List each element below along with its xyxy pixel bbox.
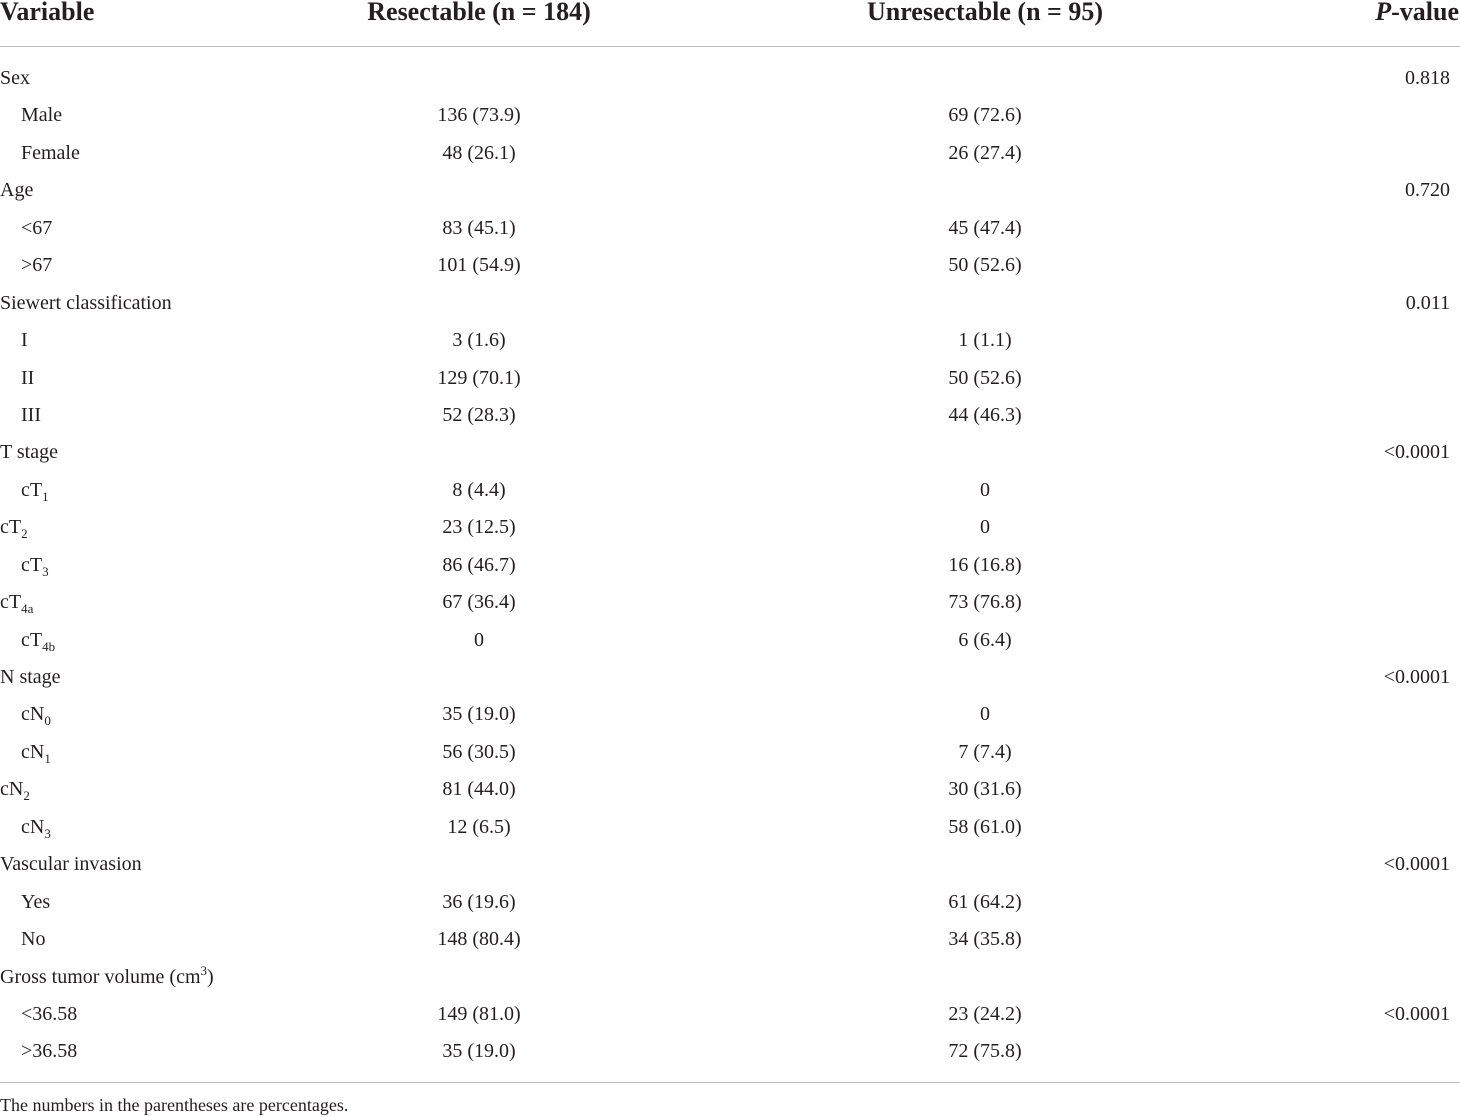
table-row	[0, 809, 1460, 846]
header-unresectable: Unresectable (n = 95)	[866, 0, 1104, 26]
variable-cell	[21, 478, 49, 502]
table-row	[0, 285, 1460, 322]
variable-cell	[0, 291, 172, 315]
variable-subscript: 1	[42, 488, 49, 504]
table-row	[0, 921, 1460, 958]
p-value-cell: 0.818	[1405, 67, 1450, 89]
variable-label: cT	[0, 591, 22, 614]
variable-label: >36.58	[21, 1040, 78, 1063]
variable-cell	[0, 590, 34, 617]
header-resectable: Resectable (n = 184)	[367, 0, 591, 26]
resectable-cell: 136 (73.9)	[437, 104, 521, 127]
unresectable-cell: 72 (75.8)	[948, 1040, 1022, 1063]
table-row	[0, 210, 1460, 247]
variable-label: <36.58	[21, 1002, 78, 1025]
variable-cell	[21, 927, 45, 951]
variable-label: Yes	[21, 890, 51, 913]
variable-label: cT	[0, 516, 22, 539]
variable-label: N stage	[0, 666, 61, 688]
variable-subscript: 4b	[42, 638, 56, 654]
table-row	[0, 472, 1460, 509]
variable-cell	[21, 628, 55, 652]
resectable-cell: 3 (1.6)	[452, 329, 506, 352]
variable-cell	[21, 103, 62, 127]
variable-label: Vascular invasion	[0, 853, 142, 876]
variable-label: cT	[21, 628, 43, 651]
resectable-cell: 83 (45.1)	[442, 216, 516, 239]
table-row	[0, 846, 1460, 883]
variable-cell	[21, 1002, 77, 1026]
resectable-cell: 36 (19.6)	[442, 890, 516, 913]
resectable-cell: 129 (70.1)	[437, 366, 521, 389]
unresectable-cell: 7 (7.4)	[958, 740, 1012, 763]
table-footnote: The numbers in the parentheses are percentages.	[0, 1095, 349, 1115]
header-p-rest: -value	[1391, 0, 1459, 26]
unresectable-cell: 16 (16.8)	[948, 553, 1022, 576]
resectable-cell: 81 (44.0)	[442, 778, 516, 801]
variable-cell	[21, 403, 41, 427]
header-variable: Variable	[0, 0, 95, 26]
variable-subscript: 3	[44, 825, 51, 841]
p-value-cell: 0.011	[1405, 291, 1450, 314]
unresectable-cell: 50 (52.6)	[948, 254, 1022, 277]
table-row	[0, 397, 1460, 434]
table-row	[0, 434, 1460, 471]
table-row	[0, 135, 1460, 172]
table-row	[0, 360, 1460, 397]
variable-cell	[21, 141, 80, 165]
unresectable-cell: 34 (35.8)	[948, 928, 1022, 951]
variable-label: III	[21, 403, 41, 426]
resectable-cell: 35 (19.0)	[442, 1040, 516, 1063]
unresectable-cell: 0	[980, 516, 990, 539]
table-row	[0, 509, 1460, 546]
resectable-cell: 101 (54.9)	[437, 254, 521, 277]
resectable-cell: 23 (12.5)	[442, 516, 516, 539]
variable-superscript: 3	[200, 962, 208, 978]
variable-subscript: 2	[21, 526, 28, 542]
unresectable-cell: 61 (64.2)	[948, 890, 1022, 913]
variable-label: Sex	[0, 67, 30, 89]
table-row	[0, 622, 1460, 659]
table-row	[0, 734, 1460, 771]
variable-cell	[21, 702, 51, 729]
variable-cell	[21, 553, 49, 577]
variable-label: cN	[21, 740, 45, 763]
variable-cell	[0, 777, 30, 804]
resectable-cell: 52 (28.3)	[442, 403, 516, 426]
variable-cell	[21, 740, 51, 764]
table-row	[0, 322, 1460, 359]
unresectable-cell: 26 (27.4)	[948, 141, 1022, 164]
resectable-cell: 149 (81.0)	[437, 1002, 521, 1025]
resectable-cell: 56 (30.5)	[442, 740, 516, 763]
variable-label: II	[21, 366, 35, 389]
unresectable-cell: 23 (24.2)	[948, 1002, 1022, 1025]
resectable-cell: 35 (19.0)	[442, 703, 516, 726]
variable-cell	[0, 852, 142, 876]
table-row	[0, 547, 1460, 584]
table-row	[0, 1033, 1460, 1070]
p-value-cell: 0.720	[1405, 179, 1450, 202]
unresectable-cell: 30 (31.6)	[948, 778, 1022, 801]
unresectable-cell: 58 (61.0)	[948, 815, 1022, 838]
variable-label: Age	[0, 179, 34, 202]
resectable-cell: 148 (80.4)	[437, 928, 521, 951]
table-row	[0, 659, 1460, 696]
variable-subscript: 2	[23, 788, 30, 804]
variable-label: I	[21, 329, 28, 352]
variable-cell	[0, 440, 58, 464]
table-body	[0, 60, 1460, 1071]
variable-label: >67	[21, 254, 53, 277]
table-row	[0, 996, 1460, 1033]
resectable-cell: 0	[474, 628, 484, 651]
table-row	[0, 959, 1460, 996]
table-row	[0, 172, 1460, 209]
resectable-cell: 8 (4.4)	[452, 478, 506, 501]
resectable-cell: 12 (6.5)	[447, 815, 511, 838]
resectable-cell: 67 (36.4)	[442, 591, 516, 614]
unresectable-cell: 45 (47.4)	[948, 216, 1022, 239]
variable-cell	[21, 216, 52, 240]
table-bottom-rule	[0, 1082, 1460, 1083]
variable-cell	[21, 1039, 77, 1063]
variable-label: No	[21, 928, 46, 951]
header-p-value	[1375, 0, 1459, 27]
variable-subscript: 4a	[21, 601, 34, 617]
variable-label: Siewert classification	[0, 291, 172, 314]
variable-cell	[0, 962, 214, 989]
variable-subscript: 1	[44, 750, 51, 766]
variable-label: cN	[21, 815, 45, 838]
variable-cell	[21, 253, 52, 277]
variable-label: Gross tumor volume (cm	[0, 965, 201, 988]
table-row	[0, 584, 1460, 621]
variable-suffix: )	[207, 965, 214, 988]
p-value-cell: <0.0001	[1383, 853, 1450, 876]
variable-label: T stage	[0, 441, 58, 464]
unresectable-cell: 0	[980, 703, 990, 726]
variable-label: cT	[21, 478, 43, 501]
variable-cell	[0, 66, 30, 90]
table-row	[0, 60, 1460, 97]
variable-cell	[21, 328, 28, 352]
variable-label: cT	[21, 553, 43, 576]
variable-label: cN	[21, 703, 45, 726]
p-value-cell: <0.0001	[1383, 441, 1450, 464]
unresectable-cell: 0	[980, 478, 990, 501]
unresectable-cell: 50 (52.6)	[948, 366, 1022, 389]
variable-cell	[0, 665, 61, 689]
variable-label: Female	[21, 141, 80, 164]
variable-cell	[0, 178, 33, 202]
unresectable-cell: 44 (46.3)	[948, 403, 1022, 426]
table-row	[0, 97, 1460, 134]
resectable-cell: 48 (26.1)	[442, 141, 516, 164]
unresectable-cell: 73 (76.8)	[948, 591, 1022, 614]
table-row	[0, 696, 1460, 733]
variable-label: <67	[21, 216, 53, 239]
unresectable-cell: 6 (6.4)	[958, 628, 1012, 651]
table-row	[0, 247, 1460, 284]
table-header	[0, 0, 1460, 47]
unresectable-cell: 69 (72.6)	[948, 104, 1022, 127]
variable-cell	[21, 815, 51, 839]
unresectable-cell: 1 (1.1)	[958, 329, 1012, 352]
table-row	[0, 884, 1460, 921]
variable-cell	[0, 515, 28, 542]
header-p-italic: P	[1375, 0, 1392, 26]
variable-label: Male	[21, 104, 63, 127]
variable-label: cN	[0, 778, 24, 801]
variable-cell	[21, 366, 34, 390]
variable-cell	[21, 890, 50, 914]
p-value-cell: <0.0001	[1383, 666, 1450, 688]
p-value-cell: <0.0001	[1383, 1002, 1450, 1025]
variable-subscript: 3	[42, 563, 49, 579]
variable-subscript: 0	[44, 713, 51, 729]
resectable-cell: 86 (46.7)	[442, 553, 516, 576]
table-row	[0, 771, 1460, 808]
